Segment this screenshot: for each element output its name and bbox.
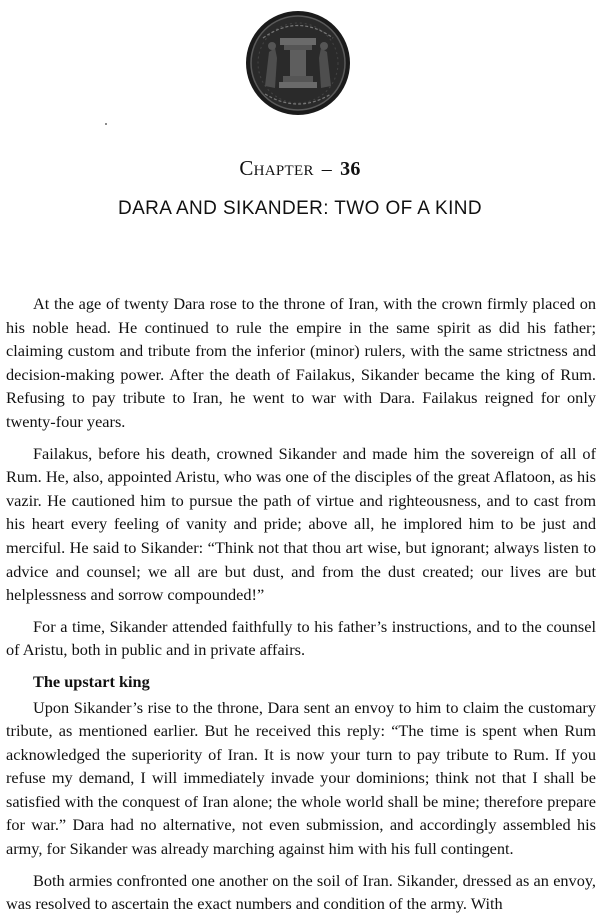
chapter-word: Chapter: [239, 156, 314, 180]
paragraph: At the age of twenty Dara rose to the throne of Iran, with the crown firmly placed on his noble head. He continued to rule the empire in the same spirit as did his father; claiming custom and tribute from the inferior (minor) rulers, with the same strictness and decision-making power. After the death of Failakus, Sikander became the king of Rum. Refusing to pay tribute to Iran, he went to war with Dara. Failakus reigned for only twenty-four years.: [6, 294, 596, 431]
body-text: [6, 292, 596, 924]
coin-emblem-icon: [243, 8, 353, 118]
paragraph: Both armies confronted one another on the soil of Iran. Sikander, dressed as an envoy, was resolved to ascertain the exact numbers and condition of the army. With: [6, 870, 596, 914]
chapter-title: DARA AND SIKANDER: TWO OF A KIND: [117, 198, 483, 219]
stray-ink-dot: [105, 123, 107, 125]
chapter-number: 36: [340, 158, 361, 180]
paragraph: For a time, Sikander attended faithfully to his father’s instructions, and to the counsel of Aristu, both in public and in private affairs.: [6, 616, 596, 660]
paragraph: Failakus, before his death, crowned Sikander and made him the sovereign of all of Rum. He, also, appointed Aristu, who was one of the disciples of the great Aflatoon, as his vazir. He cautioned him to pursue the path of virtue and righteousness, and to cast from his heart every feeling of vanity and pride; above all, he implored him to be just and merciful. He said to Sikander: “Think not that thou art wise, but ignorant; always listen to advice and counsel; we all are but dust, and from the dust created; our lives are but helplessness and sorrow compounded!”: [6, 443, 596, 605]
paragraph: Upon Sikander’s rise to the throne, Dara sent an envoy to him to claim the customary tribute, as mentioned earlier. But he received this reply: “The time is spent when Rum acknowledged the superiority of Iran. It is now your turn to pay tribute to Rum. If you refuse my demand, I will immediately invade your dominions; think not that I shall be satisfied with the conquest of Iran alone; the whole world shall be mine; therefore prepare for war.” Dara had no alternative, not even submission, and accordingly assembled his army, for Sikander was already marching against him with his full contingent.: [6, 697, 596, 859]
chapter-heading: [0, 156, 600, 181]
section-heading: The upstart king: [33, 671, 150, 691]
chapter-dash: –: [321, 158, 333, 180]
